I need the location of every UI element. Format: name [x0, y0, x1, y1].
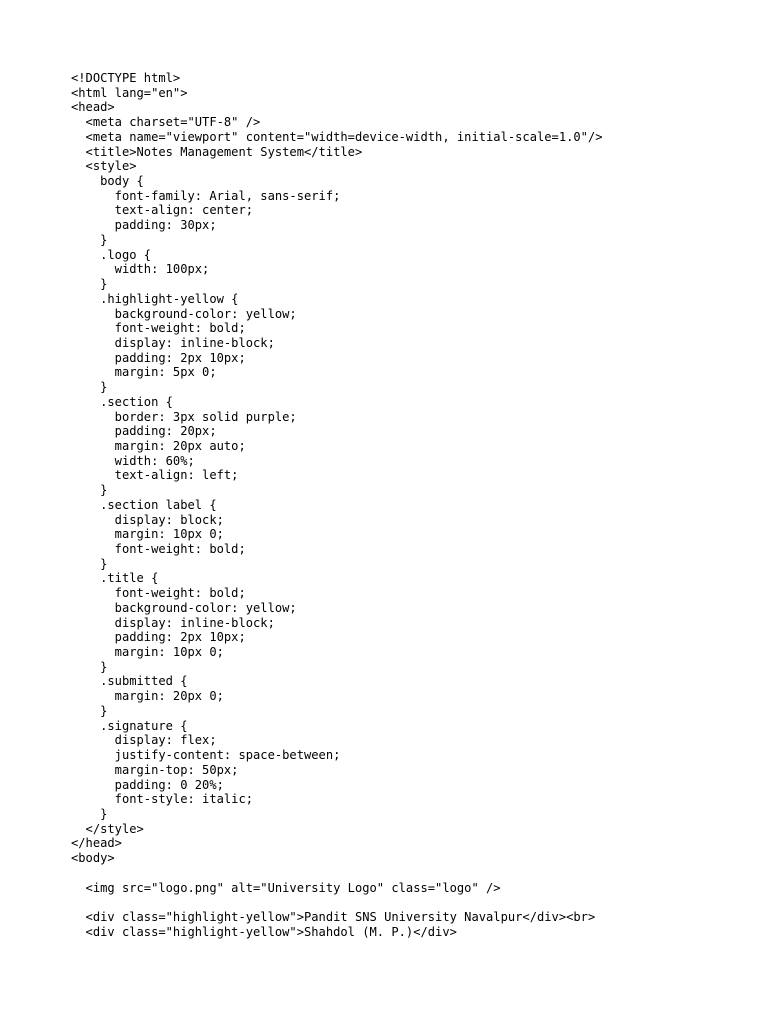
code-line: margin: 10px 0;: [71, 527, 224, 542]
code-line: margin-top: 50px;: [71, 762, 239, 777]
code-line: font-weight: bold;: [71, 321, 246, 336]
code-line: }: [71, 556, 108, 571]
code-line: }: [71, 806, 108, 821]
code-line: font-family: Arial, sans-serif;: [71, 188, 341, 203]
code-line: </head>: [71, 836, 122, 851]
code-line: width: 100px;: [71, 262, 210, 277]
code-line: <body>: [71, 851, 115, 866]
code-line: .title {: [71, 571, 159, 586]
code-line: <title>Notes Management System</title>: [71, 144, 363, 159]
code-line: font-weight: bold;: [71, 586, 246, 601]
code-line: padding: 2px 10px;: [71, 350, 246, 365]
code-line: background-color: yellow;: [71, 600, 297, 615]
code-line: margin: 20px auto;: [71, 438, 246, 453]
code-line: <style>: [71, 159, 137, 174]
code-line: }: [71, 380, 108, 395]
code-line: <html lang="en">: [71, 85, 188, 100]
code-line: padding: 30px;: [71, 218, 217, 233]
document-page: [71, 71, 751, 939]
code-line: }: [71, 232, 108, 247]
code-line: background-color: yellow;: [71, 306, 297, 321]
code-line: <div class="highlight-yellow">Shahdol (M. P.)</div>: [71, 924, 457, 939]
code-line: [71, 895, 751, 910]
code-line: <div class="highlight-yellow">Pandit SNS University Navalpur</div><br>: [71, 909, 596, 924]
code-line: .submitted {: [71, 674, 188, 689]
code-line: <img src="logo.png" alt="University Logo" class="logo" />: [71, 880, 501, 895]
code-line: }: [71, 483, 108, 498]
code-line: body {: [71, 174, 144, 189]
code-line: margin: 20px 0;: [71, 689, 224, 704]
code-line: }: [71, 703, 108, 718]
code-line: padding: 0 20%;: [71, 777, 224, 792]
code-line: </style>: [71, 821, 144, 836]
code-line: [71, 866, 751, 881]
code-listing: [71, 71, 751, 939]
code-line: <meta charset="UTF-8" />: [71, 115, 261, 130]
code-line: .logo {: [71, 247, 152, 262]
code-line: text-align: center;: [71, 203, 254, 218]
code-line: justify-content: space-between;: [71, 748, 341, 763]
code-line: padding: 20px;: [71, 424, 217, 439]
code-line: text-align: left;: [71, 468, 239, 483]
code-line: }: [71, 277, 108, 292]
code-line: font-weight: bold;: [71, 542, 246, 556]
code-line: .highlight-yellow {: [71, 291, 239, 306]
code-line: display: inline-block;: [71, 615, 275, 630]
code-line: <meta name="viewport" content="width=device-width, initial-scale=1.0"/>: [71, 129, 603, 144]
code-line: <head>: [71, 100, 115, 115]
code-line: .section label {: [71, 497, 217, 512]
code-line: display: inline-block;: [71, 335, 275, 350]
code-line: padding: 2px 10px;: [71, 630, 246, 645]
code-line: display: flex;: [71, 733, 217, 748]
code-line: display: block;: [71, 512, 224, 527]
code-line: width: 60%;: [71, 453, 195, 468]
code-line: font-style: italic;: [71, 792, 254, 807]
code-line: margin: 5px 0;: [71, 365, 217, 380]
code-line: margin: 10px 0;: [71, 645, 224, 660]
code-line: <!DOCTYPE html>: [71, 71, 181, 85]
code-line: .section {: [71, 394, 173, 409]
code-line: .signature {: [71, 718, 188, 733]
code-line: border: 3px solid purple;: [71, 409, 297, 424]
code-line: }: [71, 659, 108, 674]
